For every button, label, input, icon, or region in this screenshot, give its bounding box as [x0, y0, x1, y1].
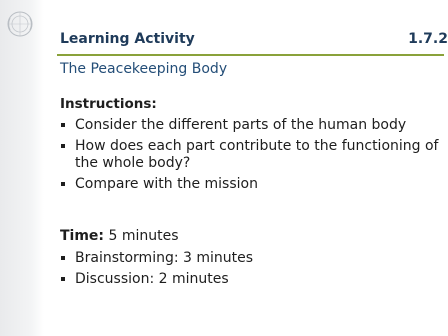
list-item	[60, 138, 440, 172]
instructions-heading: Instructions:	[60, 96, 157, 112]
list-item	[60, 117, 440, 134]
list-item-text: Consider the different parts of the human body	[75, 117, 407, 133]
list-item	[60, 176, 440, 193]
time-list	[60, 250, 440, 292]
list-item	[60, 250, 440, 267]
instructions-list	[60, 117, 440, 197]
bullet-icon	[61, 277, 65, 281]
bullet-icon	[61, 144, 65, 148]
list-item-text: Brainstorming: 3 minutes	[75, 250, 254, 266]
header-title: Learning Activity	[60, 31, 195, 47]
slide-subtitle: The Peacekeeping Body	[60, 61, 228, 77]
list-item-text: Discussion: 2 minutes	[75, 271, 229, 287]
list-item-text: Compare with the mission	[75, 176, 258, 192]
time-value: 5 minutes	[104, 228, 179, 244]
bullet-icon	[61, 182, 65, 186]
time-line	[60, 228, 179, 244]
time-label: Time:	[60, 228, 105, 244]
side-shade	[0, 0, 44, 336]
bullet-icon	[61, 256, 65, 260]
list-item	[60, 271, 440, 288]
bullet-icon	[61, 123, 65, 127]
list-item-text: How does each part contribute to the functioning of the whole body?	[75, 138, 439, 171]
slide-header	[57, 30, 448, 56]
un-emblem-icon	[5, 9, 35, 39]
header-number: 1.7.2	[408, 31, 448, 47]
